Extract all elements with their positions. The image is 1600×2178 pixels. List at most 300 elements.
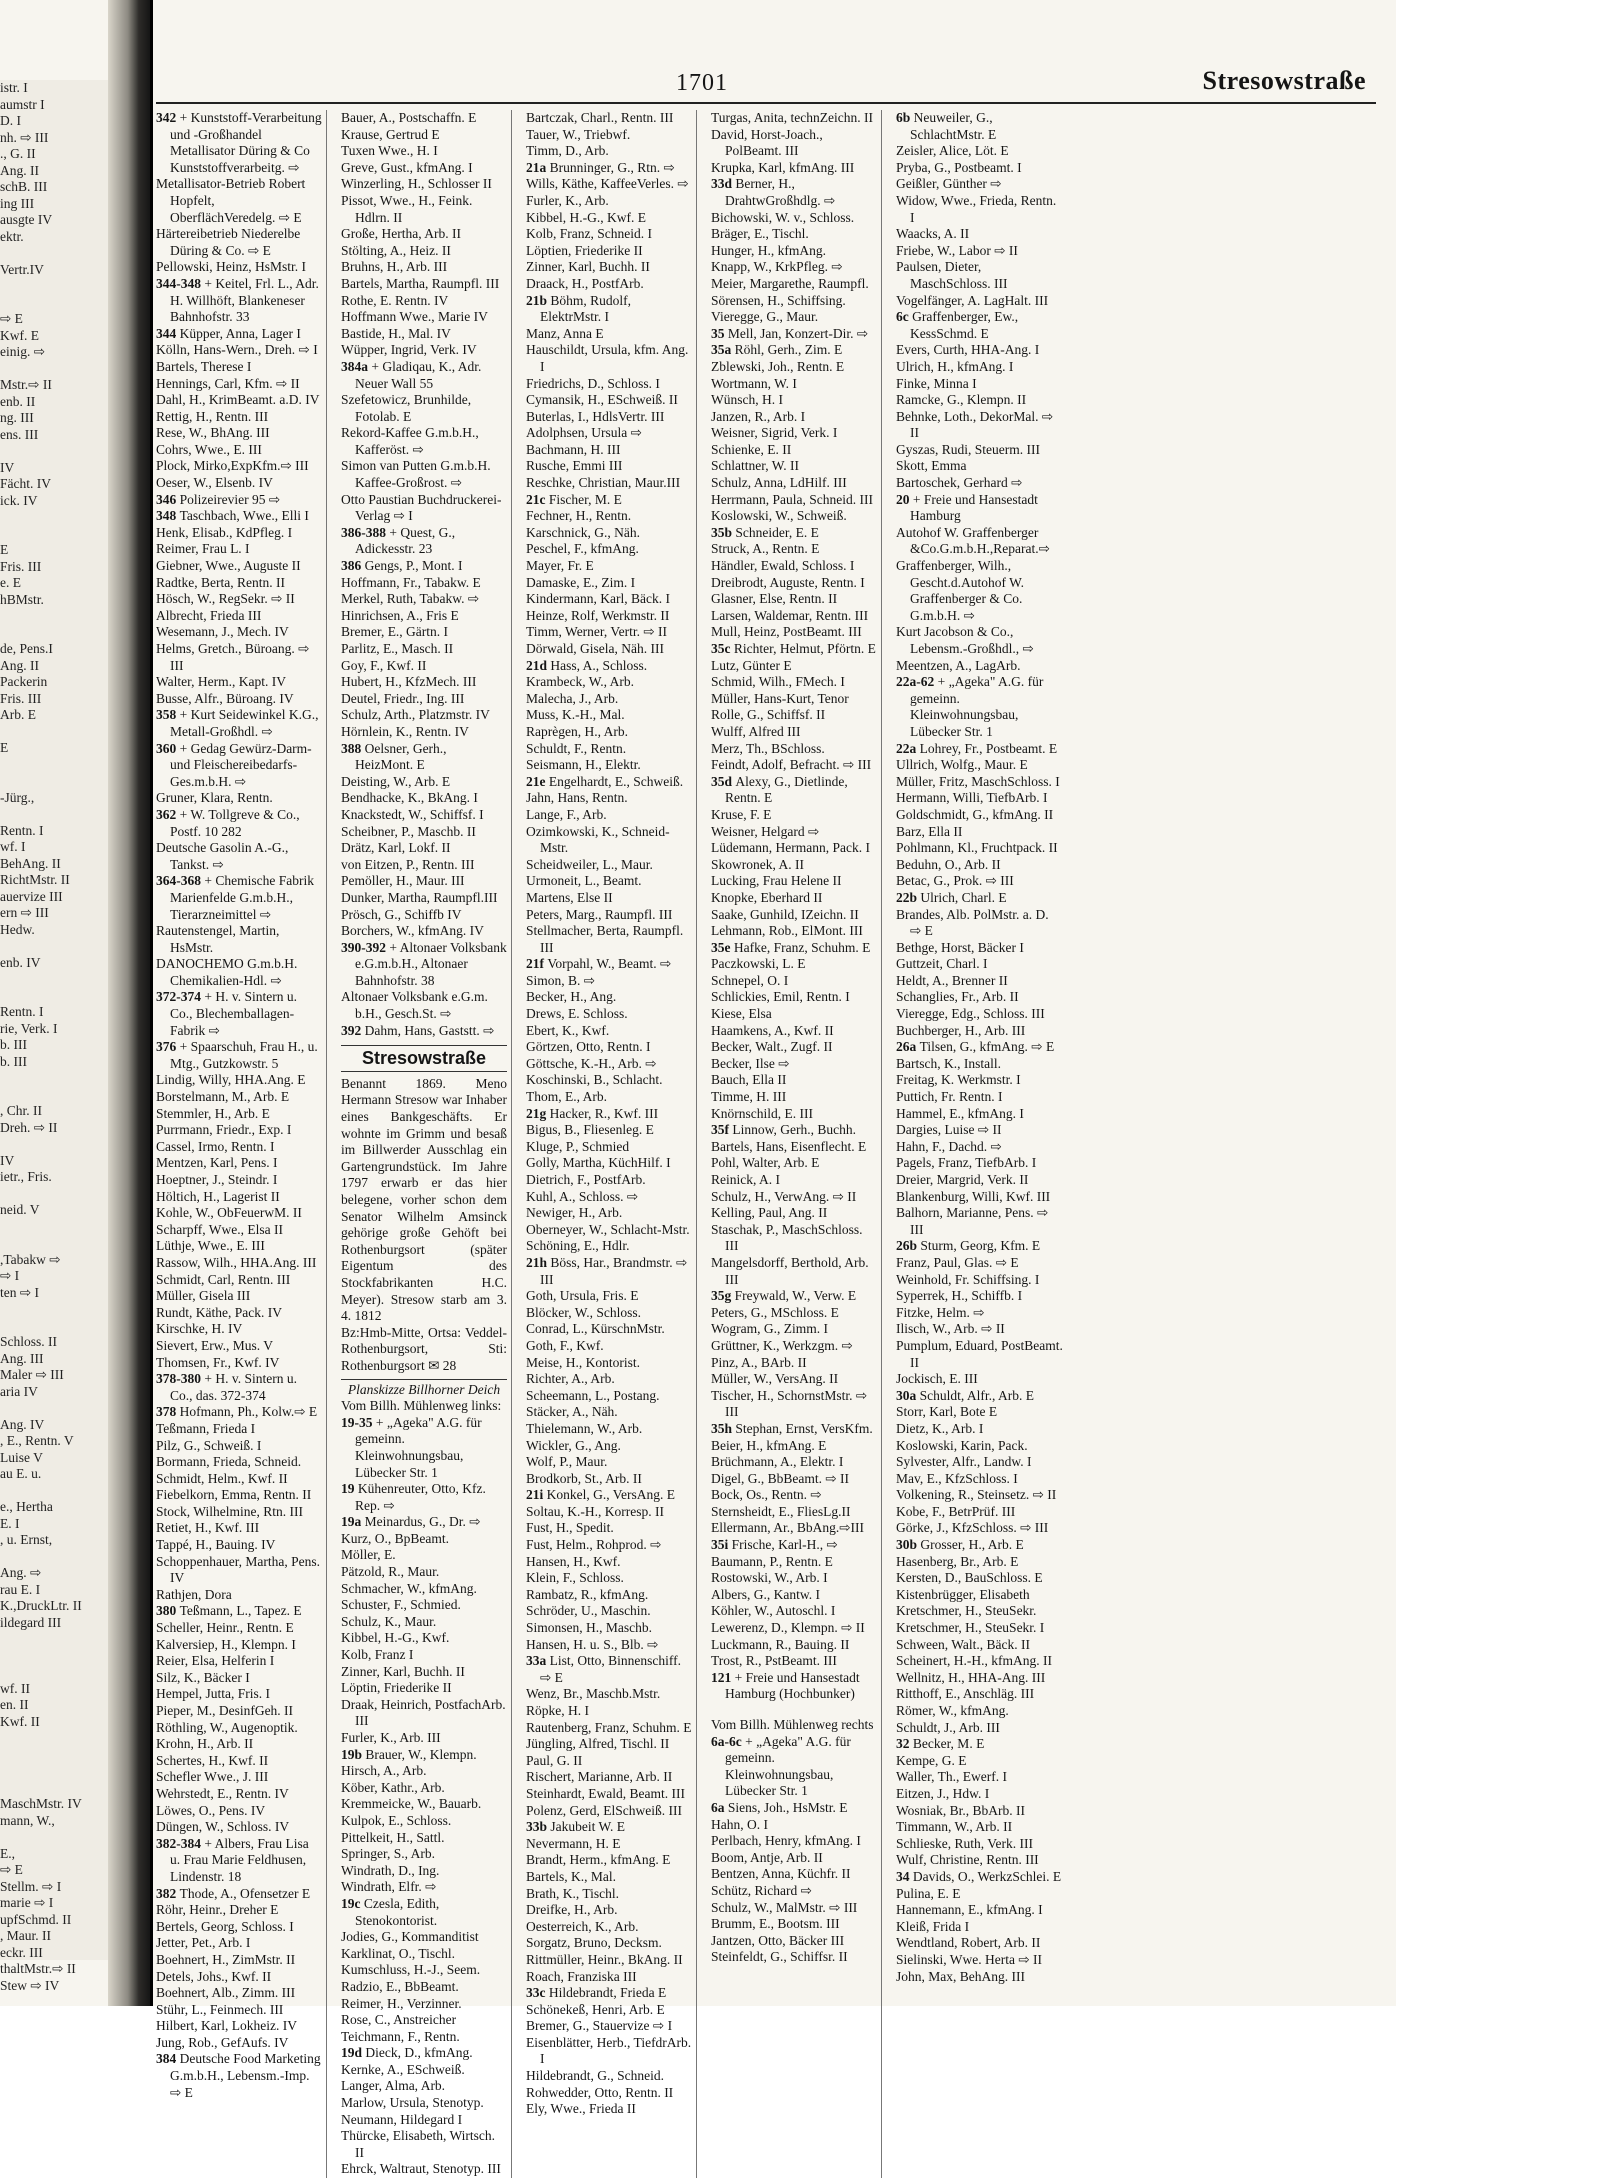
facing-page-line: ausgte IV: [0, 212, 53, 227]
facing-page-line: IV: [0, 1152, 15, 1168]
resident-entry: [156, 2035, 322, 2052]
resident-entry: [156, 1222, 322, 1239]
entry-text: Rautenstengel, Martin, HsMstr.: [156, 923, 280, 955]
entry-text: Richter, Helmut, Pförtn. E: [733, 641, 876, 656]
resident-entry: [526, 1305, 692, 1322]
house-number: 20: [896, 491, 913, 507]
entry-text: Hannemann, E., kfmAng. I: [896, 1902, 1043, 1918]
resident-entry: [896, 1653, 1063, 1670]
entry-text: Krohn, H., Arb. II: [156, 1736, 254, 1752]
entry-text: Volkening, R., Steinsetz. ⇨ II: [896, 1487, 1057, 1503]
house-number: 21h: [526, 1254, 551, 1270]
resident-entry: [711, 857, 877, 874]
entry-text: Hempel, Jutta, Fris. I: [156, 1686, 270, 1702]
entry-text: Otto Paustian Buchdruckerei-Verlag ⇨ I: [341, 491, 502, 524]
entry-text: Schönekeß, Henri, Arb. E: [526, 2001, 665, 2017]
entry-text: Zinner, Karl, Buchh. II: [526, 259, 650, 275]
entry-text: Mull, Heinz, PostBeamt. III: [711, 624, 862, 640]
entry-text: Roach, Franziska III: [526, 1968, 637, 1984]
resident-entry: [526, 1222, 692, 1239]
resident-entry: [711, 508, 877, 525]
entry-text: Wehrstedt, E., Rentn. IV: [156, 1785, 289, 1801]
resident-entry: [341, 907, 507, 924]
resident-entry: [711, 1866, 877, 1883]
entry-text: Kretschmer, H., SteuSekr. I: [896, 1620, 1045, 1636]
resident-entry: [526, 824, 692, 857]
house-number: 376: [156, 1039, 180, 1055]
entry-text: Schlickies, Emil, Rentn. I: [711, 989, 850, 1005]
facing-page-line: auervize III: [0, 888, 63, 904]
resident-entry: [896, 890, 1063, 907]
resident-entry: [341, 425, 507, 458]
resident-entry: [341, 2095, 507, 2112]
resident-entry: [711, 1089, 877, 1106]
resident-entry: [156, 691, 322, 708]
entry-text: Bastide, H., Mal. IV: [341, 325, 451, 341]
resident-entry: [526, 1039, 692, 1056]
resident-entry: [526, 624, 692, 641]
entry-text: Nevermann, H. E: [526, 1835, 621, 1851]
entry-text: Janzen, R., Arb. I: [711, 408, 806, 424]
resident-entry: [896, 1305, 1063, 1322]
entry-text: Bremer, G., Stauervize ⇨ I: [526, 2018, 673, 2034]
entry-text: Newiger, H., Arb.: [526, 1205, 623, 1221]
resident-entry: [711, 1139, 877, 1156]
resident-entry: [896, 1122, 1063, 1139]
facing-page-line: mann, W.,: [0, 1812, 55, 1828]
facing-page-line: Fris. III: [0, 558, 42, 574]
resident-entry: [156, 176, 322, 226]
entry-text: Röhl, Gerh., Zim. E: [734, 342, 843, 358]
entry-text: Pittelkeit, H., Sattl.: [341, 1829, 445, 1845]
entry-text: Geißler, Günther ⇨: [896, 176, 1002, 192]
entry-text: Kindermann, Karl, Bäck. I: [526, 591, 670, 607]
entry-text: Bigus, B., Fliesenleg. E: [526, 1122, 654, 1138]
resident-entry: [711, 259, 877, 276]
resident-entry: [341, 558, 507, 575]
entry-text: Kohle, W., ObFeuerwM. II: [156, 1205, 302, 1221]
entry-text: Waller, Th., Ewerf. I: [896, 1769, 1007, 1785]
resident-entry: [526, 1454, 692, 1471]
entry-text: Reinick, A. I: [711, 1172, 780, 1187]
resident-entry: [341, 774, 507, 791]
entry-text: Behnke, Loth., DekorMal. ⇨ II: [896, 408, 1054, 441]
resident-entry: [896, 907, 1063, 940]
resident-entry: [341, 1531, 507, 1548]
resident-entry: [711, 1933, 877, 1950]
resident-entry: [896, 160, 1063, 177]
resident-entry: [711, 1222, 877, 1255]
entry-text: Lüdemann, Hermann, Pack. I: [711, 840, 870, 856]
resident-entry: [156, 1554, 322, 1587]
resident-entry: [896, 674, 1063, 740]
facing-page-line: Kwf. E: [0, 327, 39, 343]
entry-text: Bruhns, H., Arb. III: [341, 259, 448, 275]
entry-text: + Gladiqau, K., Adr. Neuer Wall 55: [355, 358, 482, 391]
entry-text: Schuster, F., Schmied.: [341, 1597, 461, 1613]
house-number: 21e: [526, 773, 549, 789]
facing-page-line: einig. ⇨: [0, 344, 46, 359]
entry-text: Pieper, M., DesinfGeh. II: [156, 1703, 294, 1718]
entry-text: Kersten, D., BauSchloss. E: [896, 1570, 1043, 1586]
entry-text: Köber, Kathr., Arb.: [341, 1779, 445, 1795]
resident-entry: [341, 2078, 507, 2095]
entry-text: Alexy, G., Dietlinde, Rentn. E: [725, 773, 848, 806]
resident-entry: [896, 1620, 1063, 1637]
entry-text: Römer, W., kfmAng.: [896, 1703, 1009, 1718]
resident-entry: [526, 890, 692, 907]
resident-entry: [526, 475, 692, 492]
resident-entry: [156, 442, 322, 459]
facing-page-line: Mstr.⇨ II: [0, 377, 52, 392]
facing-page-line: Stew ⇨ IV: [0, 1977, 60, 1993]
entry-text: Brath, K., Tischl.: [526, 1885, 620, 1901]
facing-page-line: D. I: [0, 113, 21, 128]
house-number: 35e: [711, 939, 734, 955]
house-number: 33c: [526, 1985, 549, 2001]
entry-text: Langer, Alma, Arb.: [341, 2078, 446, 2094]
house-number: 21i: [526, 1487, 547, 1503]
resident-entry: [156, 1786, 322, 1803]
entry-text: Vieregge, G., Maur.: [711, 309, 819, 325]
resident-entry: [341, 309, 507, 326]
entry-text: Henk, Elisab., KdPfleg. I: [156, 524, 293, 540]
entry-text: Gruner, Klara, Rentn.: [156, 790, 273, 806]
resident-entry: [341, 989, 507, 1022]
entry-text: Bentzen, Anna, Küchfr. II: [711, 1866, 851, 1882]
entry-text: Hirsch, A., Arb.: [341, 1763, 427, 1779]
resident-entry: [711, 1670, 877, 1703]
header-rule: [156, 102, 1376, 104]
entry-text: Kistenbrügger, Elisabeth: [896, 1586, 1030, 1602]
resident-entry: [896, 1537, 1063, 1554]
entry-text: Ulrich, H., kfmAng. I: [896, 358, 1014, 374]
house-number: 6a-6c: [711, 1733, 746, 1749]
entry-text: Stühr, L., Feinmech. III: [156, 2001, 284, 2017]
resident-entry: [711, 923, 877, 940]
entry-text: Perlbach, Henry, kfmAng. I: [711, 1833, 861, 1849]
resident-entry: [896, 757, 1063, 774]
resident-entry: [156, 1969, 322, 1986]
entry-text: Schoppenhauer, Martha, Pens. IV: [156, 1553, 321, 1586]
resident-entry: [526, 143, 692, 160]
entry-text: Höltich, H., Lagerist II: [156, 1188, 280, 1204]
entry-text: DANOCHEMO G.m.b.H. Chemikalien-Hdl. ⇨: [156, 956, 298, 988]
resident-entry: [526, 641, 692, 658]
resident-entry: [156, 1471, 322, 1488]
resident-entry: [341, 1929, 507, 1946]
resident-entry: [156, 1072, 322, 1089]
resident-entry: [526, 1089, 692, 1106]
resident-entry: [341, 857, 507, 874]
entry-text: Schuldt, Alfr., Arb. E: [919, 1387, 1034, 1403]
resident-entry: [156, 1952, 322, 1969]
entry-text: Bartels, Hans, Eisenflecht. E: [711, 1138, 867, 1154]
entry-text: Kluge, P., Schmied: [526, 1138, 630, 1154]
resident-entry: [156, 1371, 322, 1404]
entry-text: Ilisch, W., Arb. ⇨ II: [896, 1321, 1005, 1337]
entry-text: + Chemische Fabrik Marienfelde G.m.b.H., Tierarzneimittel ⇨: [170, 873, 314, 922]
entry-text: Knapp, W., KrkPfleg. ⇨: [711, 259, 843, 275]
facing-page-line: Ang. II: [0, 657, 39, 673]
resident-entry: [156, 807, 322, 840]
resident-entry: [156, 1886, 322, 1903]
facing-page-line: , Maur. II: [0, 1928, 51, 1943]
page-header: [156, 64, 1396, 104]
resident-entry: [896, 1852, 1063, 1869]
entry-text: Stellmacher, Berta, Raumpfl. III: [526, 923, 684, 955]
house-number: 35: [711, 325, 728, 341]
resident-entry: [526, 707, 692, 724]
entry-text: Timm, Werner, Vertr. ⇨ II: [526, 624, 668, 640]
resident-entry: [711, 1155, 877, 1172]
resident-entry: [341, 492, 507, 525]
resident-entry: [526, 458, 692, 475]
resident-entry: [896, 376, 1063, 393]
house-number: 384a: [341, 358, 372, 374]
resident-entry: [711, 442, 877, 459]
entry-text: Reimer, H., Verzinner.: [341, 1995, 462, 2011]
entry-text: Tauer, W., Triebwf.: [526, 126, 631, 142]
entry-text: Hansen, H. u. S., Blb. ⇨: [526, 1636, 659, 1652]
entry-text: Draak, Heinrich, PostfachArb. III: [341, 1696, 506, 1729]
resident-entry: [341, 2029, 507, 2046]
facing-page-line: schB. III: [0, 179, 48, 194]
resident-entry: [156, 1089, 322, 1106]
entry-text: Adolphsen, Ursula ⇨: [526, 425, 642, 441]
resident-entry: [896, 1869, 1063, 1886]
house-number: 35c: [711, 641, 734, 656]
entry-text: Hahn, F., Dachd. ⇨: [896, 1138, 1002, 1154]
house-number: 19: [341, 1481, 358, 1497]
entry-text: Goth, Ursula, Fris. E: [526, 1288, 639, 1304]
resident-entry: [711, 641, 877, 658]
resident-entry: [156, 458, 322, 475]
entry-text: Ely, Wwe., Frieda II: [526, 2101, 636, 2117]
resident-entry: [711, 226, 877, 243]
side-heading: Vom Billh. Mühlenweg rechts: [711, 1717, 874, 1732]
resident-entry: [526, 2002, 692, 2019]
directory-column-2: [341, 110, 512, 2178]
entry-text: + Spaarschuh, Frau H., u. Mtg., Gutzkowstr. 5: [170, 1039, 318, 1071]
entry-text: Jüngling, Alfred, Tischl. II: [526, 1736, 670, 1752]
entry-text: Kremmeicke, W., Bauarb.: [341, 1796, 482, 1812]
facing-page-line: ing III: [0, 195, 35, 211]
facing-page-line: ildegard III: [0, 1614, 62, 1630]
resident-entry: [341, 143, 507, 160]
entry-text: Kolb, Franz, Schneid. I: [526, 226, 652, 242]
entry-text: Thomsen, Fr., Kwf. IV: [156, 1354, 280, 1370]
resident-entry: [341, 824, 507, 841]
resident-entry: [341, 873, 507, 890]
resident-entry: [711, 110, 877, 127]
resident-entry: [341, 575, 507, 592]
entry-text: Graffenberger, Ew., KessSchmd. E: [910, 309, 1019, 341]
entry-text: Knörnschild, E. III: [711, 1105, 813, 1121]
entry-text: Frische, Karl-H., ⇨: [731, 1537, 838, 1553]
resident-entry: [711, 907, 877, 924]
entry-text: Winzerling, H., Schlosser II: [341, 176, 492, 192]
facing-page-line: aumstr I: [0, 96, 45, 112]
resident-entry: [341, 1780, 507, 1797]
entry-text: Windrath, Elfr. ⇨: [341, 1879, 437, 1895]
resident-entry: [896, 1288, 1063, 1305]
entry-text: Ulrich, Charl. E: [920, 889, 1007, 905]
entry-text: Meinardus, G., Dr. ⇨: [364, 1514, 481, 1530]
resident-entry: [526, 1969, 692, 1986]
resident-entry: [526, 293, 692, 326]
entry-text: Graffenberger, Wilh., Gescht.d.Autohof W. Graffenberger & Co. G.m.b.H. ⇨: [896, 558, 1024, 623]
resident-entry: [156, 2051, 322, 2101]
entry-text: Zinner, Karl, Buchh. II: [341, 1663, 465, 1679]
spacer: [711, 1703, 877, 1717]
entry-text: + Altonaer Volksbank e.G.m.b.H., Altonaer Bahnhofstr. 38: [355, 939, 507, 988]
resident-entry: [526, 923, 692, 956]
resident-entry: [341, 1023, 507, 1040]
entry-text: Schulz, H., VerwAng. ⇨ II: [711, 1188, 857, 1204]
entry-text: Drätz, Karl, Lokf. II: [341, 840, 451, 856]
house-number: 21b: [526, 292, 551, 308]
resident-entry: [711, 741, 877, 758]
resident-entry: [156, 790, 322, 807]
entry-text: Fust, H., Spedit.: [526, 1520, 614, 1536]
resident-entry: [711, 1554, 877, 1571]
entry-text: Rambatz, R., kfmAng.: [526, 1586, 649, 1602]
entry-text: Waacks, A. II: [896, 226, 970, 242]
entry-text: Stölting, A., Heiz. II: [341, 242, 451, 258]
resident-entry: [156, 1637, 322, 1654]
entry-text: Radtke, Berta, Rentn. II: [156, 574, 285, 590]
entry-text: Ehrck, Waltraut, Stenotyp. III: [341, 2161, 501, 2177]
resident-entry: [341, 1896, 507, 1929]
resident-entry: [156, 1321, 322, 1338]
resident-entry: [156, 641, 322, 674]
entry-text: Kirschke, H. IV: [156, 1321, 243, 1337]
entry-text: Kretschmer, H., SteuSekr.: [896, 1603, 1037, 1619]
resident-entry: [156, 425, 322, 442]
entry-text: Furler, K., Arb. III: [341, 1730, 441, 1745]
facing-page-line: upfSchmd. II: [0, 1911, 72, 1927]
entry-text: Wesemann, J., Mech. IV: [156, 624, 289, 640]
resident-entry: [896, 143, 1063, 160]
resident-entry: [711, 1371, 877, 1388]
resident-entry: [711, 243, 877, 260]
resident-entry: [526, 442, 692, 459]
house-number: 382-384: [156, 1835, 205, 1851]
resident-entry: [156, 1919, 322, 1936]
entry-text: Ullrich, Wolfg., Maur. E: [896, 757, 1028, 773]
resident-entry: [896, 1587, 1063, 1604]
facing-page-line: RichtMstr. II: [0, 872, 70, 887]
resident-entry: [156, 1172, 322, 1189]
entry-text: Rose, C., Anstreicher: [341, 2012, 457, 2028]
resident-entry: [341, 1664, 507, 1681]
resident-entry: [341, 359, 507, 392]
entry-text: Oeser, W., Elsenb. IV: [156, 475, 273, 491]
entry-text: Dargies, Luise ⇨ II: [896, 1122, 1002, 1138]
resident-entry: [896, 741, 1063, 758]
resident-entry: [896, 176, 1063, 193]
entry-text: Rusche, Emmi III: [526, 458, 623, 474]
entry-text: Pagels, Franz, TiefbArb. I: [896, 1155, 1037, 1171]
resident-entry: [526, 2035, 692, 2068]
entry-text: Koschinski, B., Schlacht.: [526, 1072, 663, 1088]
resident-entry: [896, 1205, 1063, 1238]
entry-text: Thielemann, W., Arb.: [526, 1420, 643, 1436]
resident-entry: [526, 508, 692, 525]
entry-text: Manz, Anna E: [526, 325, 604, 341]
entry-text: Deutsche Gasolin A.-G., Tankst. ⇨: [156, 840, 289, 872]
entry-text: Schienke, E. II: [711, 441, 792, 457]
entry-text: Albrecht, Frieda III: [156, 607, 262, 623]
resident-entry: [526, 243, 692, 260]
entry-text: Kuhl, A., Schloss. ⇨: [526, 1188, 639, 1204]
resident-entry: [341, 243, 507, 260]
house-number: 386-388: [341, 524, 390, 540]
entry-text: Deutel, Friedr., Ing. III: [341, 690, 465, 706]
entry-text: Rathjen, Dora: [156, 1586, 232, 1602]
resident-entry: [896, 1106, 1063, 1123]
resident-entry: [896, 1935, 1063, 1952]
entry-text: Becker, H., Ang.: [526, 989, 617, 1005]
resident-entry: [156, 1421, 322, 1438]
entry-text: Becker, Walt., Zugf. II: [711, 1039, 833, 1055]
house-number: 19d: [341, 2045, 366, 2061]
entry-text: Sörensen, H., Schiffsing.: [711, 292, 846, 308]
entry-text: Koslowski, Karin, Pack.: [896, 1437, 1028, 1453]
resident-entry: [156, 1703, 322, 1720]
entry-text: Meise, H., Kontorist.: [526, 1354, 640, 1370]
entry-text: Fechner, H., Rentn.: [526, 508, 632, 524]
resident-entry: [896, 342, 1063, 359]
entry-text: Wulf, Christine, Rentn. III: [896, 1852, 1039, 1868]
entry-text: Fust, Helm., Rohprod. ⇨: [526, 1537, 662, 1553]
entry-text: Rolle, G., Schiffsf. II: [711, 707, 826, 723]
facing-page-line: ietr., Fris.: [0, 1169, 52, 1184]
resident-entry: [156, 1305, 322, 1322]
house-number: 35a: [711, 342, 735, 358]
resident-entry: [711, 1850, 877, 1867]
resident-entry: [896, 857, 1063, 874]
resident-entry: [156, 1487, 322, 1504]
entry-text: Böhm, Rudolf, ElektrMstr. I: [540, 292, 632, 325]
entry-text: Merz, Th., BSchloss.: [711, 740, 825, 756]
resident-entry: [896, 525, 1063, 558]
entry-text: Steinfeldt, G., Schiffsr. II: [711, 1949, 848, 1965]
resident-entry: [711, 707, 877, 724]
resident-entry: [896, 492, 1063, 525]
resident-entry: [896, 1670, 1063, 1687]
resident-entry: [526, 276, 692, 293]
resident-entry: [526, 973, 692, 990]
resident-entry: [896, 840, 1063, 857]
resident-entry: [526, 1388, 692, 1405]
entry-text: Härtereibetrieb Niederelbe Düring & Co. ⇨ E: [156, 226, 301, 258]
entry-text: Rekord-Kaffee G.m.b.H., Kafferöst. ⇨: [341, 425, 479, 457]
resident-entry: [156, 1205, 322, 1222]
resident-entry: [156, 409, 322, 426]
entry-text: Wosniak, Br., BbArb. II: [896, 1802, 1026, 1818]
entry-text: Görtzen, Otto, Rentn. I: [526, 1039, 651, 1055]
resident-entry: [156, 1106, 322, 1123]
resident-entry: [341, 591, 507, 608]
entry-text: Deisting, W., Arb. E: [341, 773, 451, 789]
resident-entry: [526, 1587, 692, 1604]
entry-text: Pemöller, H., Maur. III: [341, 873, 465, 889]
entry-text: Linnow, Gerh., Buchh.: [732, 1122, 856, 1138]
entry-text: Mangelsdorff, Berthold, Arb. III: [711, 1254, 869, 1287]
entry-text: David, Horst-Joach., PolBeamt. III: [711, 126, 823, 159]
